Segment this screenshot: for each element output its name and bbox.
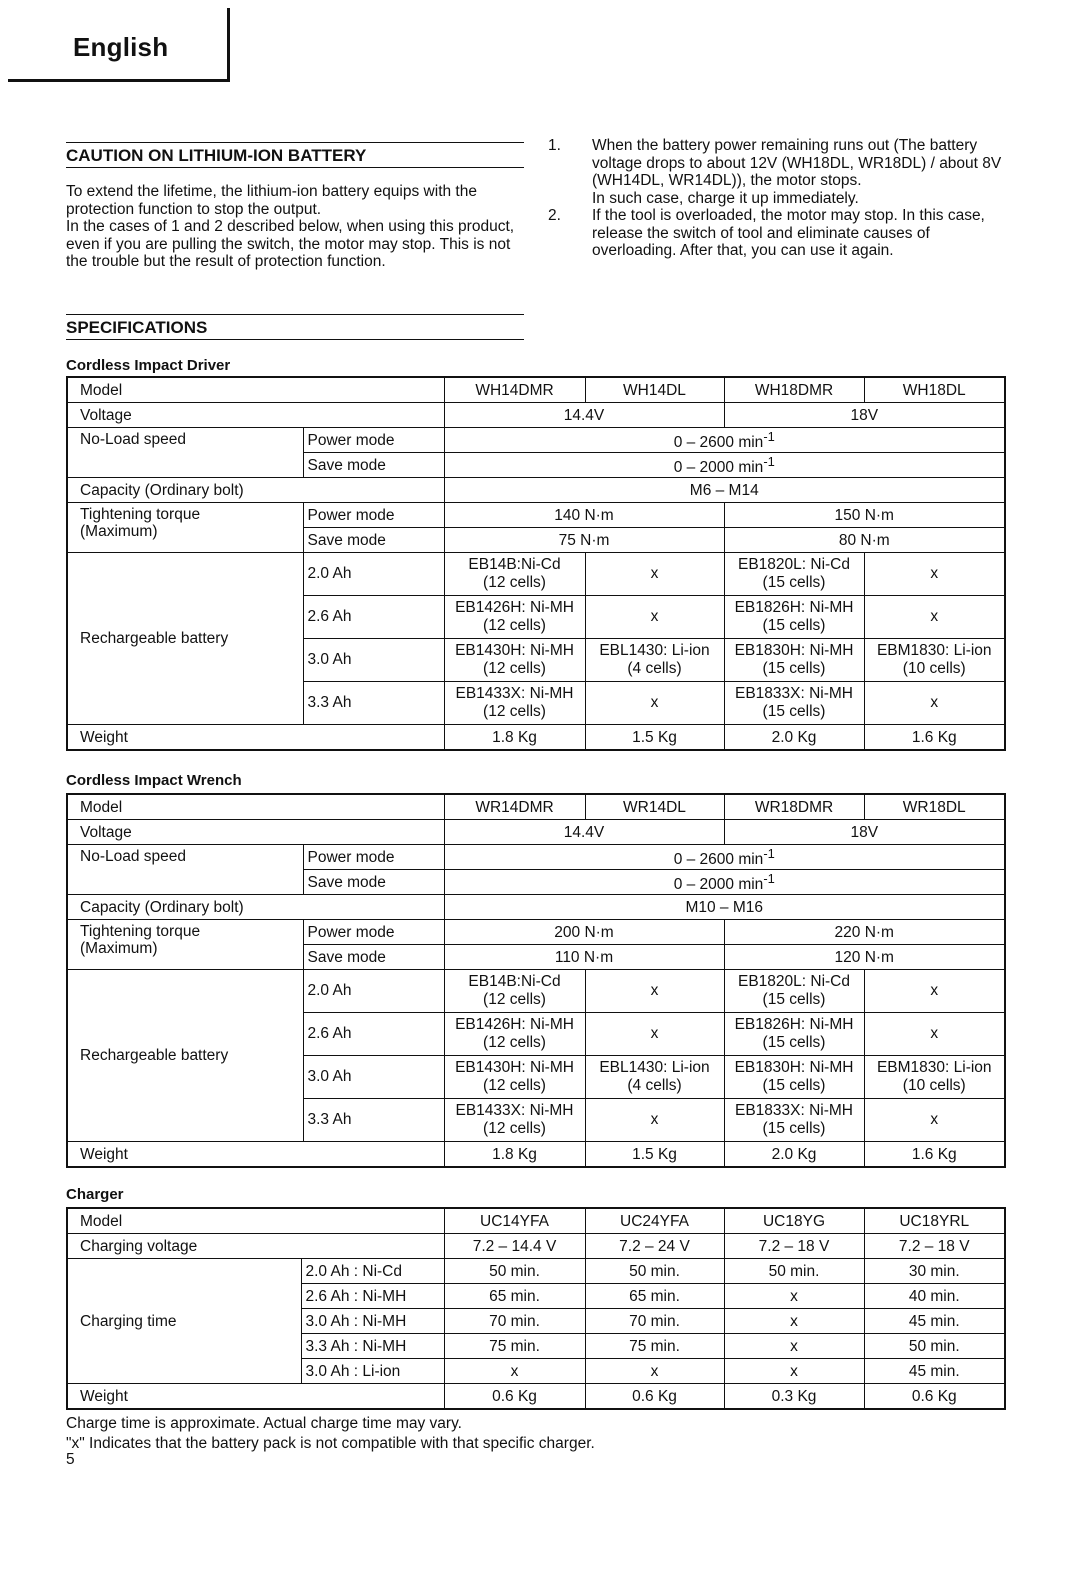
model-cell: WR14DL [585,794,724,820]
table-row [67,970,1005,1013]
torque-label-line: (Maximum) [80,523,158,540]
model-cell: WH14DMR [444,377,585,403]
table-row [67,478,1005,503]
battery-name: EB1433X: Ni-MH [455,685,574,702]
battery-name: EB1426H: Ni-MH [455,599,574,616]
time-cell: 50 min. [444,1259,585,1284]
battery-cells: (12 cells) [483,1120,546,1137]
torque-label [67,920,303,970]
speed-value: 0 – 2000 min [673,459,764,477]
language-tab [8,8,230,82]
voltage-cell: 18V [724,820,1005,845]
model-cell: WH18DMR [724,377,864,403]
model-cell: WR14DMR [444,794,585,820]
battery-name: EBL1430: Li-ion [599,642,710,659]
battery-name: EB1820L: Ni-Cd [737,973,850,990]
torque-cell: 110 N·m [444,945,724,970]
time-cell: 45 min. [864,1359,1005,1384]
charger-spec-table [66,1207,1006,1410]
time-cell: 50 min. [724,1259,864,1284]
torque-cell: 220 N·m [724,920,1005,945]
battery-cell [864,970,1005,1013]
battery-cell [724,1099,864,1142]
battery-cell [585,553,724,596]
time-cell: 45 min. [864,1309,1005,1334]
battery-cell [864,1013,1005,1056]
power-mode-label: Power mode [303,503,444,528]
table-row [67,895,1005,920]
battery-cells: (15 cells) [762,1034,826,1051]
weight-cell: 2.0 Kg [724,725,864,751]
speed-save-cell [444,870,1005,895]
voltage-cell: 7.2 – 24 V [585,1234,724,1259]
caution-item-1 [548,137,1005,207]
battery-cell [585,1056,724,1099]
battery-cell [585,1099,724,1142]
time-cell: x [724,1309,864,1334]
model-cell: WH18DL [864,377,1005,403]
battery-cell [444,1056,585,1099]
weight-cell: 0.6 Kg [444,1384,585,1410]
battery-cell [444,596,585,639]
battery-cell [585,682,724,725]
battery-capacity: 2.6 Ah [303,596,444,639]
torque-label-line: Tightening torque [80,923,201,940]
power-mode-label: Power mode [303,920,444,945]
battery-cells: (12 cells) [483,660,546,677]
battery-cell [724,1056,864,1099]
battery-cell [444,553,585,596]
model-cell: WH14DL [585,377,724,403]
torque-cell: 140 N·m [444,503,724,528]
battery-cell [864,1056,1005,1099]
battery-cells: (12 cells) [483,1034,546,1051]
battery-cells: (10 cells) [902,660,966,677]
charger-subtitle: Charger [66,1186,124,1203]
speed-unit-sup: -1 [763,871,775,887]
battery-name: x [930,565,939,582]
page-number: 5 [66,1451,75,1468]
capacity-label: Capacity (Ordinary bolt) [67,895,444,920]
weight-cell: 0.3 Kg [724,1384,864,1410]
battery-label: Rechargeable battery [67,553,303,725]
wrench-subtitle: Cordless Impact Wrench [66,772,242,789]
battery-cell [444,970,585,1013]
battery-cell [724,639,864,682]
footnote-charge-time: Charge time is approximate. Actual charge time may vary. [66,1415,462,1432]
weight-cell: 1.8 Kg [444,1142,585,1168]
voltage-cell: 14.4V [444,820,724,845]
table-row [67,403,1005,428]
model-label: Model [67,1208,444,1234]
battery-capacity: 2.0 Ah [303,553,444,596]
time-cell: 65 min. [444,1284,585,1309]
battery-cells: (15 cells) [762,991,826,1008]
speed-value: 0 – 2000 min [673,876,764,894]
battery-name: x [930,982,939,999]
speed-label: No-Load speed [67,845,303,895]
table-row [67,920,1005,945]
power-mode-label: Power mode [303,845,444,870]
time-cell: 75 min. [444,1334,585,1359]
weight-label: Weight [67,1142,444,1168]
battery-name: x [650,1025,659,1042]
voltage-cell: 18V [724,403,1005,428]
weight-label: Weight [67,1384,444,1410]
weight-cell: 1.5 Kg [585,1142,724,1168]
battery-cell [724,682,864,725]
voltage-label: Voltage [67,403,444,428]
battery-cell [444,1099,585,1142]
battery-name: EB1430H: Ni-MH [455,1059,574,1076]
model-cell: UC14YFA [444,1208,585,1234]
battery-cell [585,1013,724,1056]
battery-name: x [650,608,659,625]
battery-cell [724,553,864,596]
battery-name: EB1426H: Ni-MH [455,1016,574,1033]
battery-cell [864,596,1005,639]
battery-type: 3.0 Ah : Ni-MH [301,1309,444,1334]
speed-save-cell [444,453,1005,478]
speed-power-cell [444,845,1005,870]
speed-unit-sup: -1 [763,454,775,470]
caution-heading: CAUTION ON LITHIUM-ION BATTERY [66,142,524,168]
battery-name: EB1430H: Ni-MH [455,642,574,659]
time-cell: 70 min. [585,1309,724,1334]
battery-cells: (12 cells) [483,574,546,591]
voltage-cell: 7.2 – 18 V [724,1234,864,1259]
driver-subtitle: Cordless Impact Driver [66,357,231,374]
table-row [67,377,1005,403]
torque-label [67,503,303,553]
table-row [67,1234,1005,1259]
caution-item-text: If the tool is overloaded, the motor may stop. In this case, release the switch of tool and eliminate causes of overloading. After that, you can use it again. [592,207,985,259]
battery-label: Rechargeable battery [67,970,303,1142]
caution-para-1: To extend the lifetime, the lithium-ion battery equips with the protection function to stop the output. [66,183,477,218]
save-mode-label: Save mode [303,870,444,895]
battery-cell [444,682,585,725]
model-cell: UC24YFA [585,1208,724,1234]
battery-cell [724,596,864,639]
battery-cell [864,639,1005,682]
battery-cell [724,970,864,1013]
battery-type: 3.3 Ah : Ni-MH [301,1334,444,1359]
model-cell: UC18YG [724,1208,864,1234]
battery-name: EB1830H: Ni-MH [734,1059,854,1076]
battery-name: EB1826H: Ni-MH [734,1016,854,1033]
battery-name: EB1433X: Ni-MH [455,1102,574,1119]
battery-name: EB14B:Ni-Cd [468,973,561,990]
wrench-spec-table [66,793,1006,1168]
table-row [67,1208,1005,1234]
battery-cell [444,639,585,682]
battery-name: x [650,1111,659,1128]
battery-cell [864,682,1005,725]
table-row [67,1384,1005,1410]
weight-label: Weight [67,725,444,751]
battery-cells: (10 cells) [902,1077,966,1094]
battery-name: x [930,1025,939,1042]
table-row [67,428,1005,453]
time-cell: 75 min. [585,1334,724,1359]
table-row [67,503,1005,528]
speed-value: 0 – 2600 min [673,851,764,869]
driver-spec-table [66,376,1006,751]
battery-capacity: 2.0 Ah [303,970,444,1013]
voltage-cell: 7.2 – 14.4 V [444,1234,585,1259]
time-cell: x [724,1359,864,1384]
caution-item-2 [548,207,1005,260]
caution-list [548,137,1005,260]
time-cell: 40 min. [864,1284,1005,1309]
caution-item-number: 1. [548,137,561,154]
battery-name: EBM1830: Li-ion [876,642,992,659]
voltage-label: Voltage [67,820,444,845]
footnote-compatibility: "x" Indicates that the battery pack is not compatible with that specific charger. [66,1435,595,1452]
caution-item-number: 2. [548,207,561,224]
battery-capacity: 2.6 Ah [303,1013,444,1056]
battery-name: EBM1830: Li-ion [876,1059,992,1076]
battery-type: 3.0 Ah : Li-ion [301,1359,444,1384]
battery-capacity: 3.0 Ah [303,1056,444,1099]
battery-cell [444,1013,585,1056]
speed-value: 0 – 2600 min [673,434,764,452]
caution-item-text: When the battery power remaining runs out (The battery voltage drops to about 12V (WH18DL, WR18DL) / about 8V (WH14DL, WR14DL)), the motor stops. [592,137,1002,189]
battery-name: x [650,982,659,999]
time-cell: 50 min. [585,1259,724,1284]
table-row [67,845,1005,870]
torque-cell: 200 N·m [444,920,724,945]
weight-cell: 1.5 Kg [585,725,724,751]
time-cell: x [724,1284,864,1309]
battery-name: EB1820L: Ni-Cd [737,556,850,573]
torque-cell: 150 N·m [724,503,1005,528]
model-cell: WR18DMR [724,794,864,820]
torque-cell: 80 N·m [724,528,1005,553]
battery-cells: (4 cells) [627,1077,682,1094]
language-label: English [73,32,169,62]
capacity-cell: M6 – M14 [444,478,1005,503]
table-row [67,553,1005,596]
save-mode-label: Save mode [303,945,444,970]
weight-cell: 1.8 Kg [444,725,585,751]
battery-capacity: 3.0 Ah [303,639,444,682]
battery-cell [864,553,1005,596]
model-cell: UC18YRL [864,1208,1005,1234]
save-mode-label: Save mode [303,453,444,478]
time-cell: 30 min. [864,1259,1005,1284]
time-cell: x [444,1359,585,1384]
save-mode-label: Save mode [303,528,444,553]
table-row [67,820,1005,845]
model-label: Model [67,377,444,403]
speed-unit-sup: -1 [763,846,775,862]
battery-name: EB14B:Ni-Cd [468,556,561,573]
battery-cells: (15 cells) [762,660,826,677]
battery-cells: (12 cells) [483,703,546,720]
battery-name: x [930,694,939,711]
table-row [67,725,1005,751]
battery-type: 2.0 Ah : Ni-Cd [301,1259,444,1284]
battery-cells: (12 cells) [483,991,546,1008]
time-cell: x [585,1359,724,1384]
capacity-cell: M10 – M16 [444,895,1005,920]
time-cell: 50 min. [864,1334,1005,1359]
table-row [67,1142,1005,1168]
voltage-label: Charging voltage [67,1234,444,1259]
weight-cell: 0.6 Kg [585,1384,724,1410]
specifications-heading: SPECIFICATIONS [66,314,524,340]
battery-name: x [650,694,659,711]
weight-cell: 0.6 Kg [864,1384,1005,1410]
battery-cell [724,1013,864,1056]
battery-name: EB1833X: Ni-MH [734,1102,853,1119]
battery-cell [585,639,724,682]
battery-capacity: 3.3 Ah [303,682,444,725]
battery-name: EB1826H: Ni-MH [734,599,854,616]
battery-cell [585,970,724,1013]
caution-para-2: In the cases of 1 and 2 described below, when using this product, even if you are pulling the switch, the motor may stop. This is not the trouble but the result of protection function. [66,218,515,270]
weight-cell: 1.6 Kg [864,1142,1005,1168]
battery-name: EB1830H: Ni-MH [734,642,854,659]
time-cell: 65 min. [585,1284,724,1309]
model-cell: WR18DL [864,794,1005,820]
torque-label-line: (Maximum) [80,940,158,957]
battery-cells: (4 cells) [627,660,682,677]
weight-cell: 2.0 Kg [724,1142,864,1168]
battery-cells: (15 cells) [762,703,826,720]
battery-cell [864,1099,1005,1142]
battery-name: x [930,1111,939,1128]
voltage-cell: 7.2 – 18 V [864,1234,1005,1259]
table-row [67,1259,1005,1284]
table-row [67,794,1005,820]
battery-cells: (15 cells) [762,574,826,591]
torque-label-line: Tightening torque [80,506,201,523]
power-mode-label: Power mode [303,428,444,453]
model-label: Model [67,794,444,820]
battery-cells: (15 cells) [762,617,826,634]
battery-cells: (12 cells) [483,1077,546,1094]
torque-cell: 120 N·m [724,945,1005,970]
battery-name: EBL1430: Li-ion [599,1059,710,1076]
weight-cell: 1.6 Kg [864,725,1005,751]
battery-capacity: 3.3 Ah [303,1099,444,1142]
caution-item-text-2: In such case, charge it up immediately. [592,189,859,207]
battery-cells: (15 cells) [762,1077,826,1094]
time-cell: 70 min. [444,1309,585,1334]
torque-cell: 75 N·m [444,528,724,553]
battery-cell [585,596,724,639]
time-cell: x [724,1334,864,1359]
battery-name: x [930,608,939,625]
battery-cells: (12 cells) [483,617,546,634]
battery-cells: (15 cells) [762,1120,826,1137]
speed-unit-sup: -1 [763,429,775,445]
battery-type: 2.6 Ah : Ni-MH [301,1284,444,1309]
capacity-label: Capacity (Ordinary bolt) [67,478,444,503]
charging-time-label: Charging time [67,1259,301,1384]
speed-label: No-Load speed [67,428,303,478]
battery-name: EB1833X: Ni-MH [734,685,853,702]
speed-power-cell [444,428,1005,453]
battery-name: x [650,565,659,582]
voltage-cell: 14.4V [444,403,724,428]
